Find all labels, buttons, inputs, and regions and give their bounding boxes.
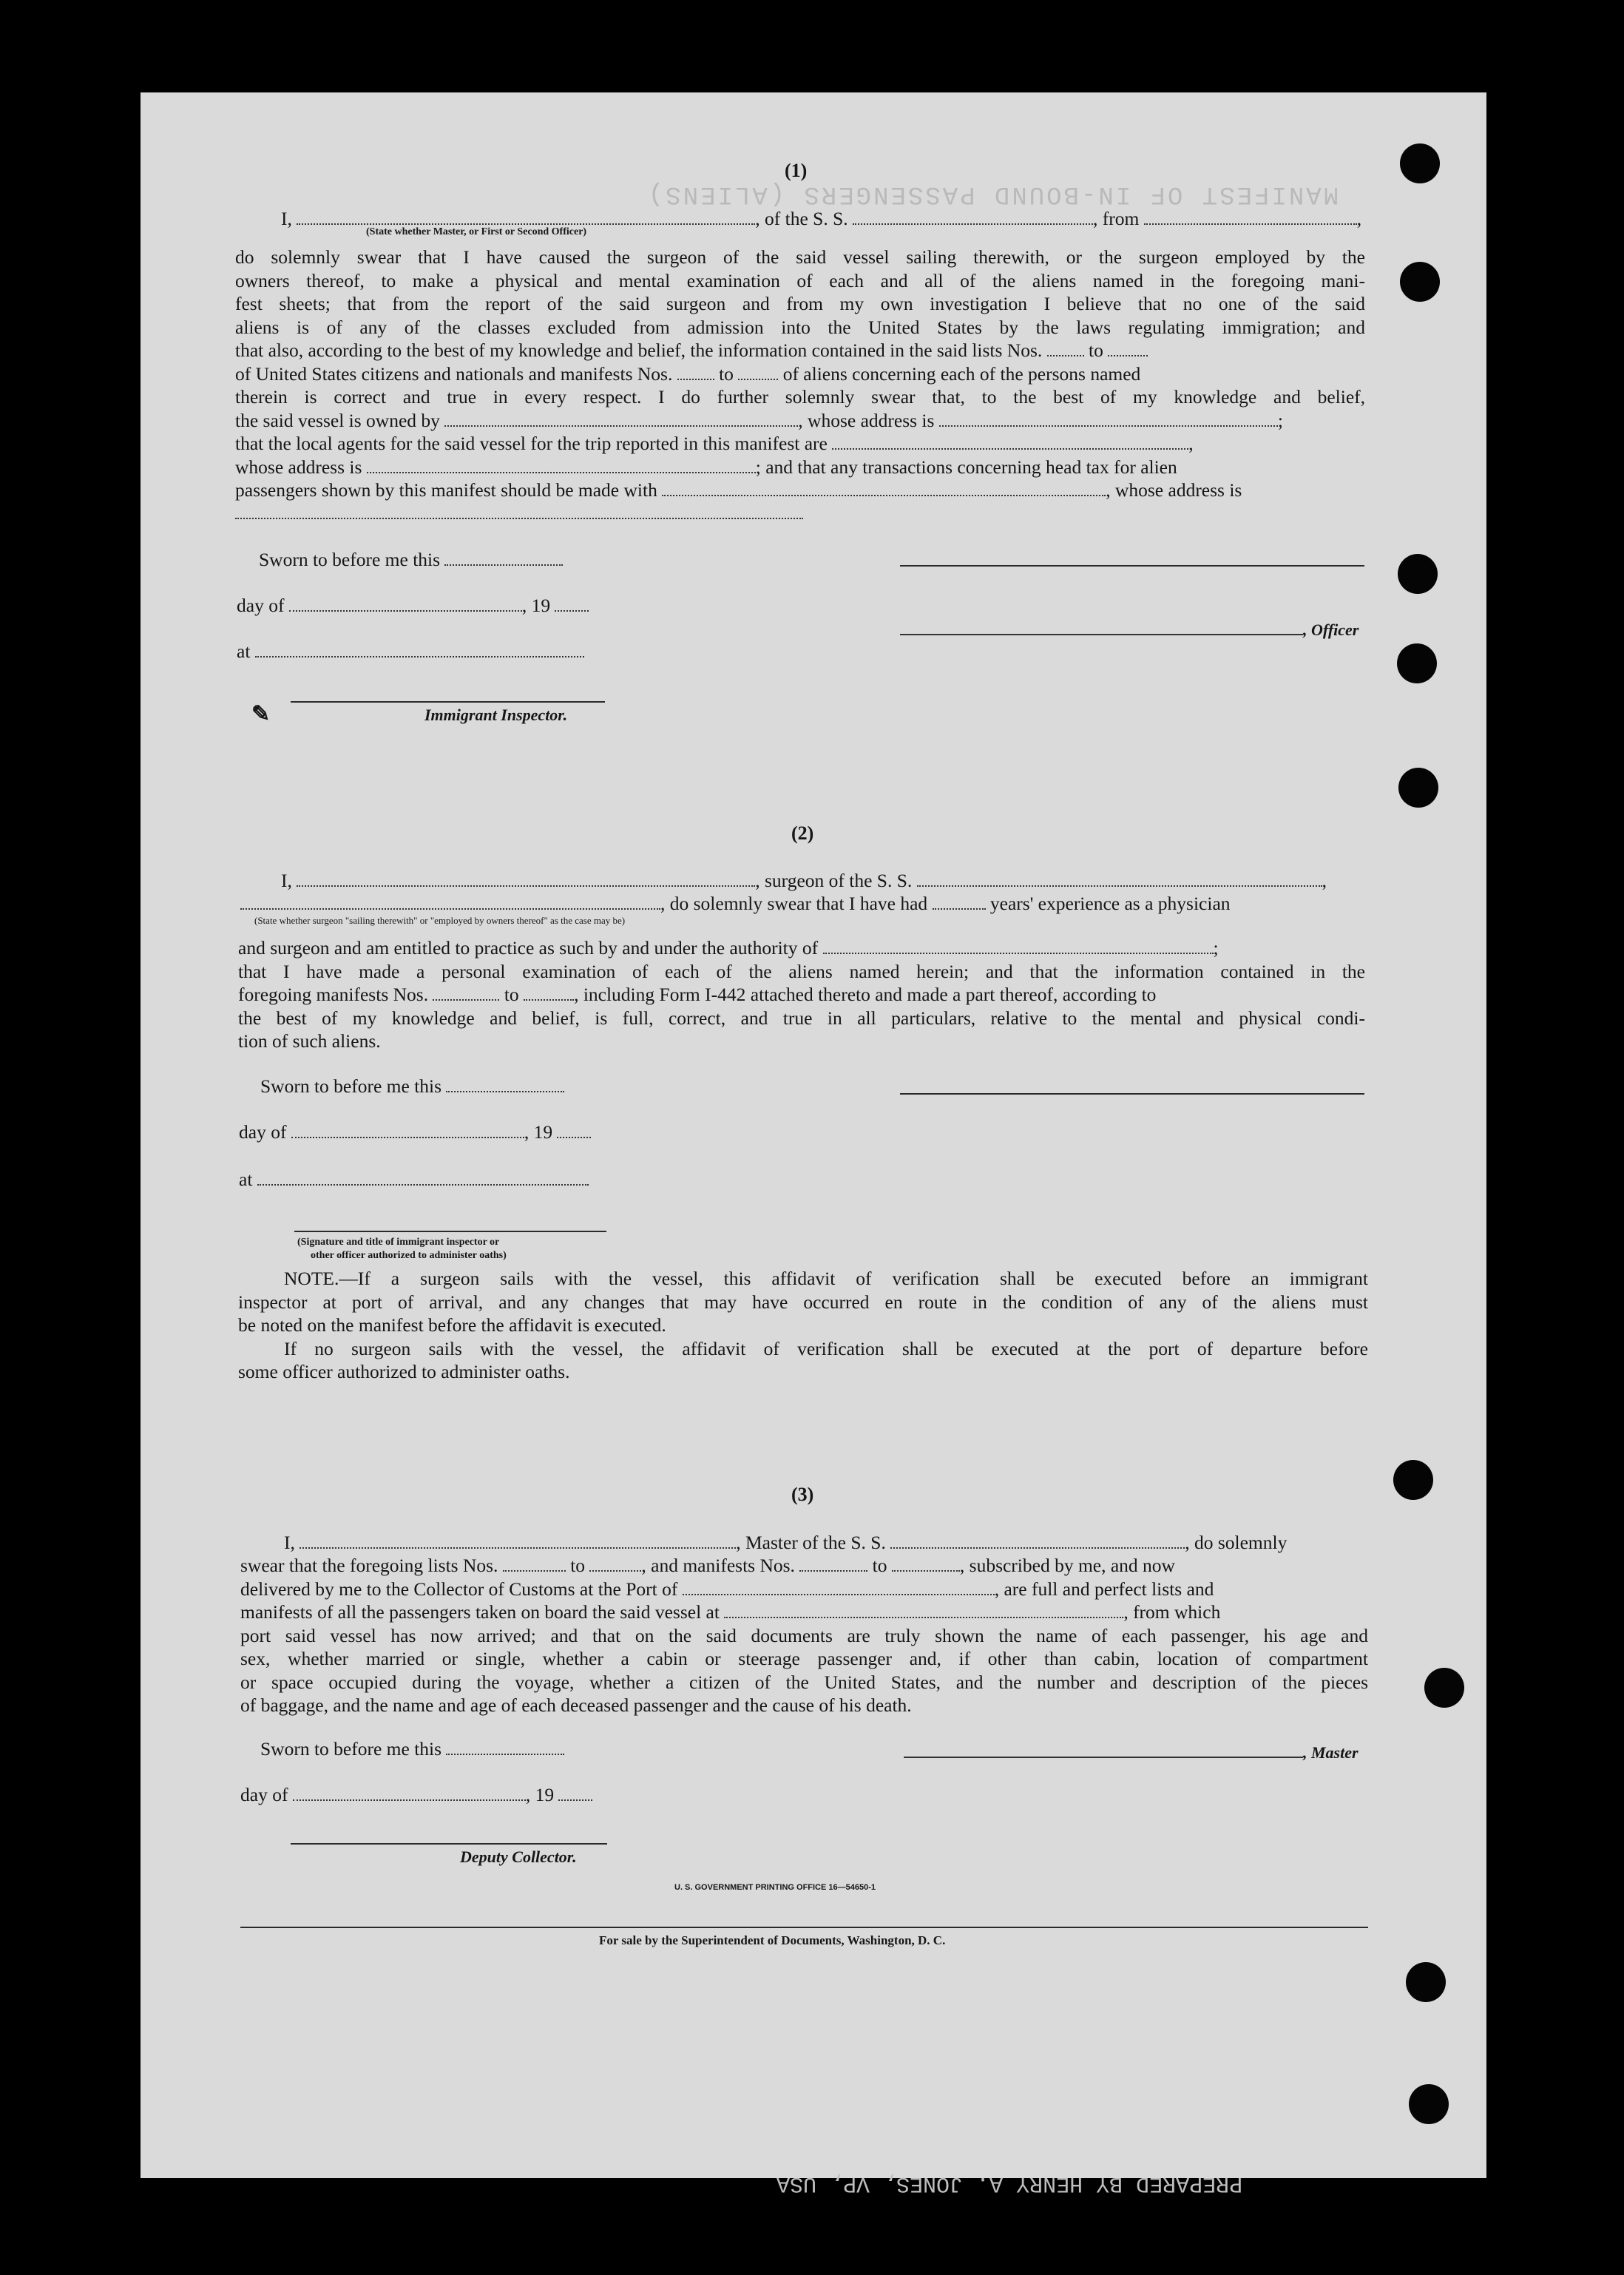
binder-hole [1400,143,1440,183]
manifests-to-field[interactable] [738,364,778,380]
manifests-from-field[interactable] [677,364,714,380]
lists-from-field[interactable] [1047,340,1084,356]
s1-inspector-label: Immigrant Inspector. [424,706,568,724]
s2-sig-note-1: (Signature and title of immigrant inspector or [297,1237,500,1248]
s3-day-of: day of , 19 [240,1784,592,1806]
binder-hole [1424,1668,1464,1708]
s2-year-field[interactable] [557,1122,591,1138]
s1-inspector-signature-line[interactable] [291,701,605,703]
s2-manifest-to-field[interactable] [524,984,574,1001]
s2-sworn-date-field[interactable] [446,1076,564,1092]
binder-hole [1393,1460,1433,1500]
s3-master-sig: , Master [904,1741,1359,1763]
customs-port-field[interactable] [683,1579,995,1595]
binder-hole [1398,768,1438,808]
vessel-name-field[interactable] [853,209,1093,225]
local-agents-field[interactable] [832,433,1188,450]
section-1-body: do solemnly swear that I have caused the surgeon of the said vessel sailing therewith, or the surgeon employed by the owners thereof, to make a physical and mental examination of each and all of the aliens named in the foregoing mani- fest sheets; that from the report of the said surgeon and from my own investigation I believe that no one of the said aliens is of any of the classes excluded from admission into the United States by the laws regulating immigration; and that also, according to the best of my knowledge and belief, the information contained in the said lists Nos. to of United States citizens and nationals and manifests Nos. to of aliens concerning each of the persons named therein is correct and true in every respect. I do further solemnly swear that, to the best of my knowledge and belief, the said vessel is owned by , whose address is ; that the local agents for the said vessel for the trip reported in this manifest are , whose address is ; and that any transactions concerning head tax for alien passengers shown by this manifest should be made with , whose address is [235,246,1365,501]
s2-note: NOTE.—If a surgeon sails with the vessel, this affidavit of verification shall be executed before an immigrant inspector at port of arrival, and any changes that may have occurred en route in the condition of any of the aliens must be noted on the manifest before the affidavit is executed. If no surgeon sails with the vessel, the affidavit of verification shall be executed at the port of departure before some officer authorized to administer oaths. [238,1268,1368,1382]
boarding-port-field[interactable] [724,1602,1123,1618]
s3-lists-from-field[interactable] [503,1555,566,1572]
binder-hole [1397,643,1437,683]
officer-name-field[interactable] [297,209,755,225]
binder-hole [1406,1962,1446,2002]
section-3-line-1: I, , Master of the S. S. , do solemnly [284,1532,1288,1553]
surgeon-name-field[interactable] [297,871,755,887]
s1-sworn: Sworn to before me this [259,549,563,571]
s3-year-field[interactable] [558,1785,592,1801]
s3-manifests-from-field[interactable] [799,1555,867,1572]
s1-at: at [237,640,584,663]
section-2-line-1: I, , surgeon of the S. S. , [281,870,1327,891]
s2-at: at [239,1169,589,1191]
binder-hole [1398,554,1438,594]
s1-day-of: day of , 19 [237,595,589,617]
section-2-heading: (2) [791,822,814,844]
s1-month-field[interactable] [289,595,522,612]
s3-vessel-field[interactable] [890,1532,1185,1549]
s2-sig-note-2: other officer authorized to administer oaths) [311,1250,507,1261]
s1-place-field[interactable] [255,641,584,658]
s2-sworn: Sworn to before me this [260,1075,564,1098]
section-1-heading: (1) [785,160,808,181]
master-name-field[interactable] [300,1532,736,1549]
bleed-through-footer: PREPARED BY HENRY A. JONES, VP, USA [777,2171,1243,2196]
section-3-body: swear that the foregoing lists Nos. to , and manifests Nos. to , subscribed by me, and now delivered by me to the Collector of Customs at the Port of , are full and perfect lists and manifests of all the passengers taken on board the said vessel at , from which port said vessel has now arrived; and that on the said documents are truly shown the name of each passenger, his age and sex, whether married or single, whether a cabin or steerage passenger and, if other than cabin, location of compartment or space occupied during the voyage, whether a citizen of the United States, and the number and description of the pieces of baggage, and the name and age of each deceased passenger and the cause of his death. [240,1555,1368,1716]
s1-officer-signature-field[interactable] [900,619,1303,635]
s2-inspector-signature-line[interactable] [294,1231,606,1232]
inspector-mark: ✎ [251,702,271,726]
footer-rule [240,1927,1368,1928]
gpo-imprint: U. S. GOVERNMENT PRINTING OFFICE 16—54650-1 [674,1883,876,1892]
s3-month-field[interactable] [293,1785,526,1801]
section-2-body: and surgeon and am entitled to practice as such by and under the authority of ; that I have made a personal examination of each of the aliens named herein; and that the information contained in the foregoing manifests Nos. to , including Form I-442 attached thereto and made a part thereof, according to the best of my knowledge and belief, is full, correct, and true in all particulars, relative to the mental and physical condi- tion of such aliens. [238,937,1365,1052]
s2-surgeon-signature-line[interactable] [900,1093,1364,1095]
owner-address-field[interactable] [939,410,1278,427]
bleed-through-header: MANIFEST OF IN-BOUND PASSENGERS (ALIENS) [646,180,1339,208]
head-tax-contact-field[interactable] [662,480,1106,496]
s1-officer-signature-line-1[interactable] [900,565,1364,567]
s3-collector-signature-line[interactable] [291,1843,607,1845]
section-2-line-2: , do solemnly swear that I have had years' experience as a physician [240,892,1365,916]
officer-note: (State whether Master, or First or Second Officer) [366,226,587,237]
s3-sworn-date-field[interactable] [446,1739,564,1755]
surgeon-note: (State whether surgeon "sailing therewith" or "employed by owners thereof" as the case may be) [254,915,626,926]
section-3-heading: (3) [791,1484,814,1505]
s1-i: I, [281,208,292,229]
s3-master-signature-field[interactable] [904,1742,1303,1758]
years-experience-field[interactable] [933,893,986,910]
s2-vessel-field[interactable] [917,871,1322,887]
s3-sworn: Sworn to before me this [260,1738,564,1760]
departure-port-field[interactable] [1144,209,1357,225]
section-1-line-1: I, , of the S. S. , from , [281,208,1362,229]
s3-collector-label: Deputy Collector. [460,1848,577,1866]
practice-authority-field[interactable] [823,938,1214,954]
sale-note: For sale by the Superintendent of Documents, Washington, D. C. [599,1933,946,1947]
head-tax-address-line[interactable] [235,518,803,519]
owner-field[interactable] [444,410,798,427]
s1-year-field[interactable] [555,595,589,612]
s3-manifests-to-field[interactable] [892,1555,960,1572]
binder-hole [1400,262,1440,302]
s2-day-of: day of , 19 [239,1121,591,1143]
lists-to-field[interactable] [1108,340,1148,356]
binder-hole [1409,2084,1449,2124]
s2-manifest-from-field[interactable] [433,984,499,1001]
s3-lists-to-field[interactable] [589,1555,641,1572]
s2-month-field[interactable] [291,1122,524,1138]
s1-sworn-date-field[interactable] [444,550,563,566]
agents-address-field[interactable] [367,457,756,473]
s2-place-field[interactable] [257,1169,589,1186]
surgeon-status-field[interactable] [240,893,660,910]
s1-officer-sig: , Officer [900,618,1359,640]
